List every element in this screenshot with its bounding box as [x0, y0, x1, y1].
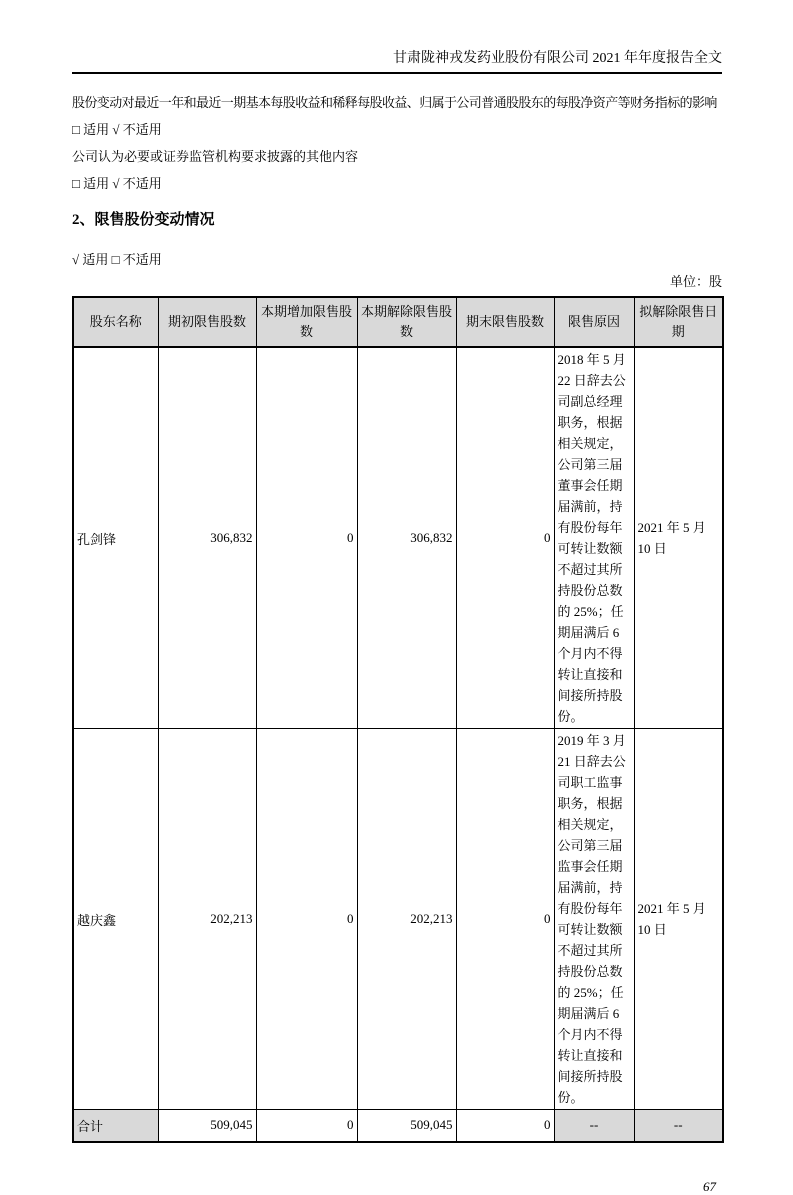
total-increased-cell: 0 — [256, 1110, 357, 1142]
table-header-row — [73, 297, 723, 347]
total-ending-restricted-cell: 0 — [456, 1110, 554, 1142]
column-header-reason: 限售原因 — [554, 297, 634, 347]
applicability-line-2: □ 适用 √ 不适用 — [72, 176, 162, 191]
restriction-reason-cell: 2018 年 5 月 22 日辞去公司副总经理职务，根据相关规定，公司第三届董事会任期届满前，持有股份每年可转让数额不超过其所持股份总数的 25%；任期届满后 6 个月内不得转让直接和间接所持股份。 — [554, 347, 634, 729]
total-label-cell: 合计 — [73, 1110, 158, 1142]
released-cell: 306,832 — [357, 347, 456, 729]
table-total-row — [73, 1110, 723, 1142]
column-header-initial-restricted: 期初限售股数 — [158, 297, 256, 347]
shareholder-name-cell: 孔剑锋 — [73, 347, 158, 729]
increased-cell: 0 — [256, 729, 357, 1110]
increased-cell: 0 — [256, 347, 357, 729]
release-date-cell: 2021 年 5 月 10 日 — [634, 347, 723, 729]
column-header-shareholder-name: 股东名称 — [73, 297, 158, 347]
release-date-cell: 2021 年 5 月 10 日 — [634, 729, 723, 1110]
applicability-line-1: □ 适用 √ 不适用 — [72, 122, 162, 137]
restricted-shares-table — [72, 296, 724, 1143]
other-disclosure-paragraph: 公司认为必要或证券监管机构要求披露的其他内容 — [72, 149, 359, 164]
applicability-line-3: √ 适用 □ 不适用 — [72, 252, 162, 267]
page-number: 67 — [703, 1178, 716, 1194]
total-release-date-cell: -- — [634, 1110, 723, 1142]
document-header-title: 甘肃陇神戎发药业股份有限公司 2021 年年度报告全文 — [393, 51, 722, 66]
ending-restricted-cell: 0 — [456, 347, 554, 729]
restriction-reason-cell: 2019 年 3 月 21 日辞去公司职工监事职务，根据相关规定，公司第三届监事会任期届满前，持有股份每年可转让数额不超过其所持股份总数的 25%；任期届满后 6 个月内不得转让直接和间接所持股份。 — [554, 729, 634, 1110]
initial-restricted-cell: 306,832 — [158, 347, 256, 729]
section-heading: 2、限售股份变动情况 — [72, 212, 215, 228]
column-header-release-date: 拟解除限售日期 — [634, 297, 723, 347]
table-row — [73, 347, 723, 729]
unit-label: 单位：股 — [669, 274, 722, 289]
initial-restricted-cell: 202,213 — [158, 729, 256, 1110]
total-released-cell: 509,045 — [357, 1110, 456, 1142]
column-header-increased: 本期增加限售股数 — [256, 297, 357, 347]
document-header — [72, 0, 722, 74]
shareholder-name-cell: 越庆鑫 — [73, 729, 158, 1110]
total-reason-cell: -- — [554, 1110, 634, 1142]
table-row — [73, 729, 723, 1110]
total-initial-restricted-cell: 509,045 — [158, 1110, 256, 1142]
ending-restricted-cell: 0 — [456, 729, 554, 1110]
column-header-ending-restricted: 期末限售股数 — [456, 297, 554, 347]
page-content — [72, 0, 722, 1195]
impact-paragraph: 股份变动对最近一年和最近一期基本每股收益和稀释每股收益、归属于公司普通股股东的每股净资产等财务指标的影响 — [72, 95, 717, 110]
released-cell: 202,213 — [357, 729, 456, 1110]
column-header-released: 本期解除限售股数 — [357, 297, 456, 347]
